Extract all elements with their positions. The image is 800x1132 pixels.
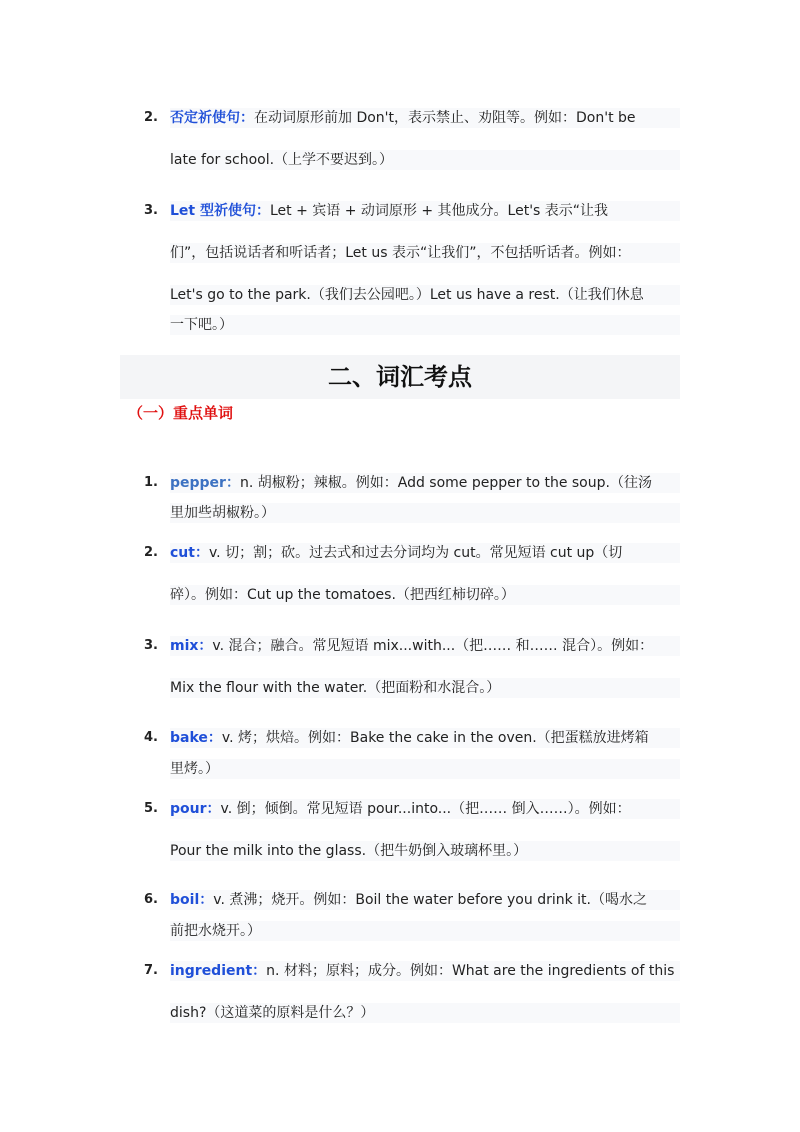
section-subtitle: （一）重点单词 [128,404,234,422]
item-line [170,201,680,221]
item-number: 3. [144,638,158,653]
item-line: dish?（这道菜的原料是什么？） [170,1003,680,1023]
item-number: 2. [144,110,158,125]
item-number: 3. [144,203,158,218]
item-text: v. 混合；融合。常见短语 mix...with...（把…… 和…… 混合）。例如： [212,638,654,654]
vocab-term: pour： [170,801,221,817]
vocab-term: bake： [170,730,222,746]
item-line [170,799,680,819]
vocab-term: cut： [170,545,209,561]
item-line: 碎）。例如：Cut up the tomatoes.（把西红柿切碎。） [170,585,680,605]
item-line: late for school.（上学不要迟到。） [170,150,680,170]
item-line: Pour the milk into the glass.（把牛奶倒入玻璃杯里。） [170,841,680,861]
item-text: n. 胡椒粉；辣椒。例如：Add some pepper to the soup.（往汤 [239,475,652,491]
item-text: Let + 宾语 + 动词原形 + 其他成分。Let's 表示“让我 [269,203,609,219]
item-line [170,473,680,493]
item-text: n. 材料；原料；成分。例如：What are the ingredients of this [266,963,675,979]
item-number: 2. [144,545,158,560]
item-line [170,890,680,910]
item-number: 4. [144,730,158,745]
grammar-term: Let 型祈使句： [170,203,270,219]
item-line [170,636,680,656]
vocab-term: mix： [170,638,213,654]
grammar-term: 否定祈使句： [170,110,254,126]
item-line: Let's go to the park.（我们去公园吧。）Let us have a rest.（让我们休息 [170,285,680,305]
item-number: 7. [144,963,158,978]
vocab-term: boil： [170,892,214,908]
item-text: 在动词原形前加 Don't，表示禁止、劝阻等。例如：Don't be [254,110,636,126]
item-line: 一下吧。） [170,315,680,335]
item-line: Mix the flour with the water.（把面粉和水混合。） [170,678,680,698]
vocab-term: pepper： [170,475,240,491]
section-heading-band [120,355,680,399]
item-line: 前把水烧开。） [170,921,680,941]
item-line [170,728,680,748]
section-title: 二、词汇考点 [328,362,472,391]
item-line: 里加些胡椒粉。） [170,503,680,523]
item-line: 们”，包括说话者和听话者；Let us 表示“让我们”，不包括听话者。例如： [170,243,680,263]
item-text: v. 烤；烘焙。例如：Bake the cake in the oven.（把蛋糕放进烤箱 [221,730,649,746]
item-number: 5. [144,801,158,816]
item-number: 1. [144,475,158,490]
vocab-term: ingredient： [170,963,267,979]
item-number: 6. [144,892,158,907]
item-text: v. 煮沸；烧开。例如：Boil the water before you drink it.（喝水之 [213,892,647,908]
item-line: 里烤。） [170,759,680,779]
item-line [170,108,680,128]
item-line [170,961,680,981]
item-text: v. 切；割；砍。过去式和过去分词均为 cut。常见短语 cut up（切 [208,545,623,561]
item-text: v. 倒；倾倒。常见短语 pour...into...（把…… 倒入……）。例如： [220,801,631,817]
item-line [170,543,680,563]
